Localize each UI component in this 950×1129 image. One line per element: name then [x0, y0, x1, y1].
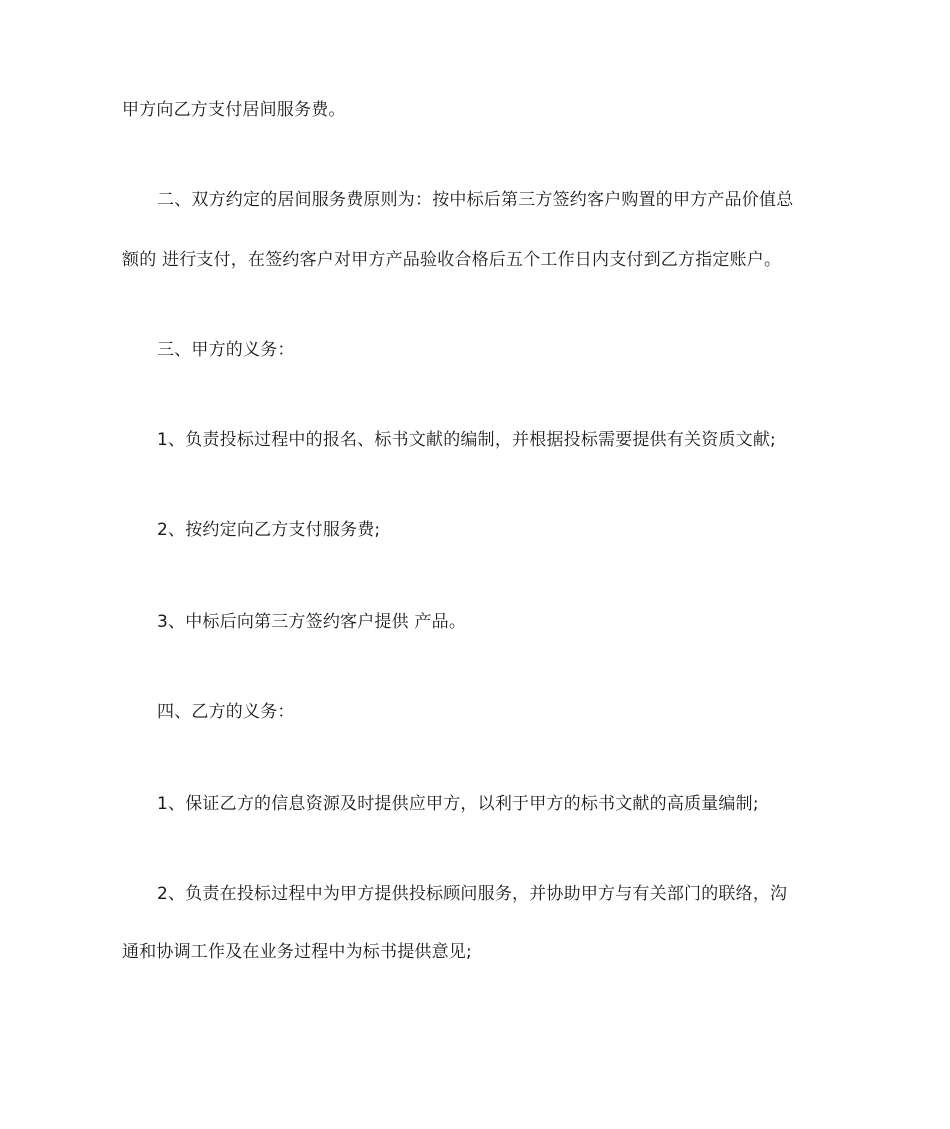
clause-2-line-1: 二、双方约定的居间服务费原则为：按中标后第三方签约客户购置的甲方产品价值总: [157, 190, 794, 210]
text-line: 甲方向乙方支付居间服务费。: [122, 100, 346, 120]
clause-4-heading: 四、乙方的义务：: [157, 702, 295, 722]
clause-4-item-1: 1、保证乙方的信息资源及时提供应甲方，以利于甲方的标书文献的高质量编制;: [157, 794, 759, 814]
clause-3-item-2: 2、按约定向乙方支付服务费;: [157, 520, 381, 540]
clause-4-item-2-line-2: 通和协调工作及在业务过程中为标书提供意见;: [122, 942, 472, 962]
clause-3-item-1: 1、负责投标过程中的报名、标书文献的编制，并根据投标需要提供有关资质文献;: [157, 430, 776, 450]
clause-3-item-3: 3、中标后向第三方签约客户提供 产品。: [157, 612, 467, 632]
clause-3-heading: 三、甲方的义务：: [157, 340, 295, 360]
clause-2-line-2: 额的 进行支付，在签约客户对甲方产品验收合格后五个工作日内支付到乙方指定账户。: [122, 250, 782, 270]
clause-4-item-2-line-1: 2、负责在投标过程中为甲方提供投标顾问服务，并协助甲方与有关部门的联络，沟: [157, 884, 788, 904]
